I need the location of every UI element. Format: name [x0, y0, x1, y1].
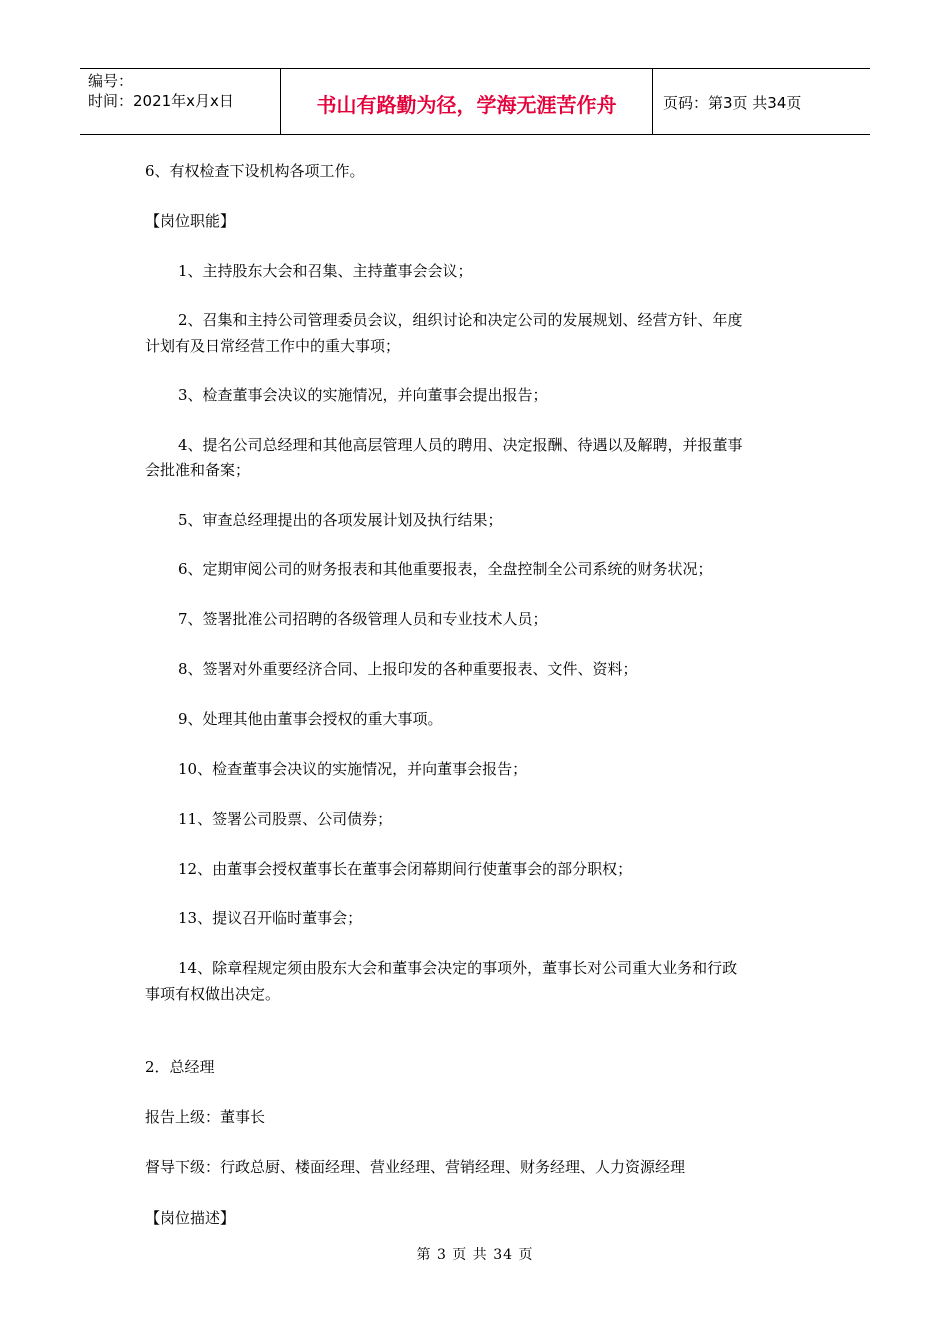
page-footer: 第 3 页 共 34 页	[416, 1247, 534, 1263]
body-line: 5、审查总经理提出的各项发展计划及执行结果；	[178, 511, 503, 529]
body-line: 计划有及日常经营工作中的重大事项；	[145, 337, 401, 355]
serial-label: 编号：	[88, 72, 134, 90]
body-line: 8、签署对外重要经济合同、上报印发的各种重要报表、文件、资料；	[178, 660, 638, 678]
body-line: 12、由董事会授权董事长在董事会闭幕期间行使董事会的部分职权；	[178, 860, 633, 878]
body-line: 2、召集和主持公司管理委员会议，组织讨论和决定公司的发展规划、经营方针、年度	[178, 311, 743, 329]
body-line: 督导下级：行政总厨、楼面经理、营业经理、营销经理、财务经理、人力资源经理	[145, 1158, 686, 1176]
header-motto: 书山有路勤为径，学海无涯苦作舟	[281, 69, 653, 134]
body-line: 3、检查董事会决议的实施情况，并向董事会提出报告；	[178, 386, 548, 404]
body-line: 13、提议召开临时董事会；	[178, 909, 363, 927]
body-line: 14、除章程规定须由股东大会和董事会决定的事项外，董事长对公司重大业务和行政	[178, 959, 738, 977]
body-line: 10、检查董事会决议的实施情况，并向董事会报告；	[178, 760, 528, 778]
body-line: 事项有权做出决定。	[145, 985, 281, 1003]
section-heading: 【岗位职能】	[145, 212, 236, 230]
body-line: 7、签署批准公司招聘的各级管理人员和专业技术人员；	[178, 610, 548, 628]
header-page-info: 页码：第3页 共34页	[663, 94, 802, 112]
body-line: 6、有权检查下设机构各项工作。	[145, 162, 365, 180]
body-line: 6、定期审阅公司的财务报表和其他重要报表，全盘控制全公司系统的财务状况；	[178, 560, 713, 578]
section-heading: 【岗位描述】	[145, 1209, 236, 1227]
body-line: 11、签署公司股票、公司债券；	[178, 810, 393, 828]
body-line: 1、主持股东大会和召集、主持董事会会议；	[178, 262, 473, 280]
section-heading: 2．总经理	[145, 1058, 215, 1076]
body-line: 9、处理其他由董事会授权的重大事项。	[178, 710, 443, 728]
page-header	[80, 68, 870, 135]
body-line: 4、提名公司总经理和其他高层管理人员的聘用、决定报酬、待遇以及解聘，并报董事	[178, 436, 743, 454]
body-line: 报告上级：董事长	[145, 1108, 266, 1126]
time-label: 时间：2021年x月x日	[88, 92, 234, 110]
body-line: 会批准和备案；	[145, 461, 251, 479]
header-meta	[80, 69, 281, 134]
